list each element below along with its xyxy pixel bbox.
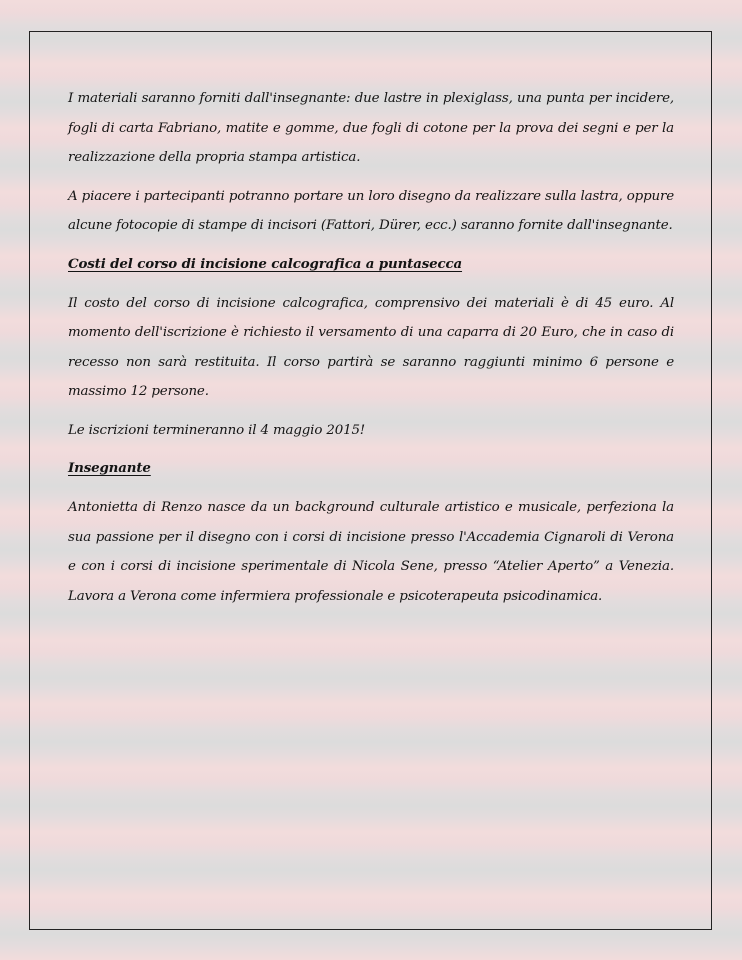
paragraph-deadline: Le iscrizioni termineranno il 4 maggio 2015! (68, 422, 366, 438)
paragraph-costs: Il costo del corso di incisione calcografica, comprensivo dei materiali è di 45 euro. Al momento dell'iscrizione è richiesto il versamento di una caparra di 20 Euro, che in caso di recesso non sarà restituita. Il corso partirà se saranno raggiunti minimo 6 persone e massimo 12 persone. (68, 295, 674, 399)
heading-costs: Costi del corso di incisione calcografica a puntasecca (68, 255, 463, 272)
paragraph-materials: I materiali saranno forniti dall'insegnante: due lastre in plexiglass, una punta per incidere, fogli di carta Fabriano, matite e gomme, due fogli di cotone per la prova dei segni e per la realizzazione della propria stampa artistica. (68, 91, 674, 165)
document-body (68, 84, 674, 620)
heading-teacher: Insegnante (68, 460, 151, 476)
paragraph-teacher: Antonietta di Renzo nasce da un background culturale artistico e musicale, perfeziona la sua passione per il disegno con i corsi di incisione presso l'Accademia Cignaroli di Verona e con i corsi di incisione sperimentale di Nicola Sene, presso “Atelier Aperto” a Venezia. Lavora a Verona come infermiera professionale e psicoterapeuta psicodinamica. (68, 500, 674, 604)
paragraph-drawing: A piacere i partecipanti potranno portare un loro disegno da realizzare sulla lastra, oppure alcune fotocopie di stampe di incisori (Fattori, Dürer, ecc.) saranno fornite dall'insegnante. (68, 188, 674, 233)
